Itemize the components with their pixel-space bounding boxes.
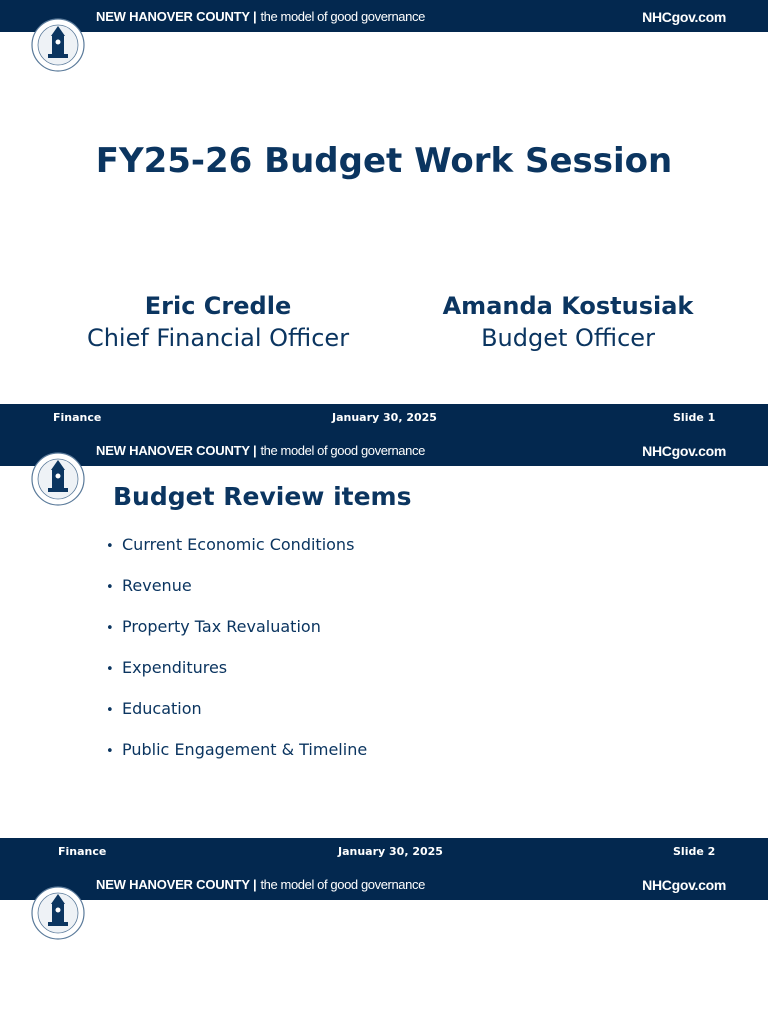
- bullet-icon: •: [106, 539, 114, 554]
- slide-3-header: [0, 868, 768, 900]
- county-seal-icon: [31, 882, 85, 928]
- presenter-2-role: Budget Officer: [481, 324, 655, 352]
- website-label: NHCgov.com: [642, 443, 726, 459]
- list-item: • Public Engagement & Timeline: [106, 738, 367, 779]
- website-label: NHCgov.com: [642, 9, 726, 25]
- slide-1-header: [0, 0, 768, 32]
- slide-1-title: FY25-26 Budget Work Session: [95, 141, 673, 181]
- presenter-2: [418, 291, 718, 355]
- presenter-2-name: Amanda Kostusiak: [442, 292, 694, 320]
- county-seal-icon: [31, 448, 85, 494]
- bullet-icon: •: [106, 621, 114, 636]
- county-tagline: the model of good governance: [260, 443, 425, 458]
- review-items-list: [106, 533, 367, 779]
- footer-department: Finance: [53, 411, 102, 424]
- county-name: NEW HANOVER COUNTY | the model of good governance: [96, 877, 425, 892]
- county-name: NEW HANOVER COUNTY | the model of good governance: [96, 9, 425, 24]
- list-item: • Expenditures: [106, 656, 367, 697]
- county-tagline: the model of good governance: [260, 9, 425, 24]
- footer-date: January 30, 2025: [332, 411, 437, 424]
- list-item: • Property Tax Revaluation: [106, 615, 367, 656]
- list-item: • Revenue: [106, 574, 367, 615]
- footer-date: January 30, 2025: [338, 845, 443, 858]
- footer-slide-number: Slide 2: [673, 845, 716, 858]
- county-tagline: the model of good governance: [260, 877, 425, 892]
- county-seal-icon: [31, 14, 85, 60]
- bullet-icon: •: [106, 744, 114, 759]
- slide-1-footer: [0, 404, 768, 434]
- bullet-icon: •: [106, 703, 114, 718]
- slide-2-footer: [0, 838, 768, 868]
- bullet-icon: •: [106, 580, 114, 595]
- slide-2-title: Budget Review items: [113, 482, 412, 511]
- list-item: • Current Economic Conditions: [106, 533, 367, 574]
- website-label: NHCgov.com: [642, 877, 726, 893]
- footer-slide-number: Slide 1: [673, 411, 716, 424]
- county-name: NEW HANOVER COUNTY | the model of good governance: [96, 443, 425, 458]
- presenter-1-role: Chief Financial Officer: [86, 324, 350, 352]
- list-item: • Education: [106, 697, 367, 738]
- slide-2-header: [0, 434, 768, 466]
- presenter-1: [68, 291, 368, 355]
- presenter-1-name: Eric Credle: [144, 292, 292, 320]
- bullet-icon: •: [106, 662, 114, 677]
- footer-department: Finance: [58, 845, 107, 858]
